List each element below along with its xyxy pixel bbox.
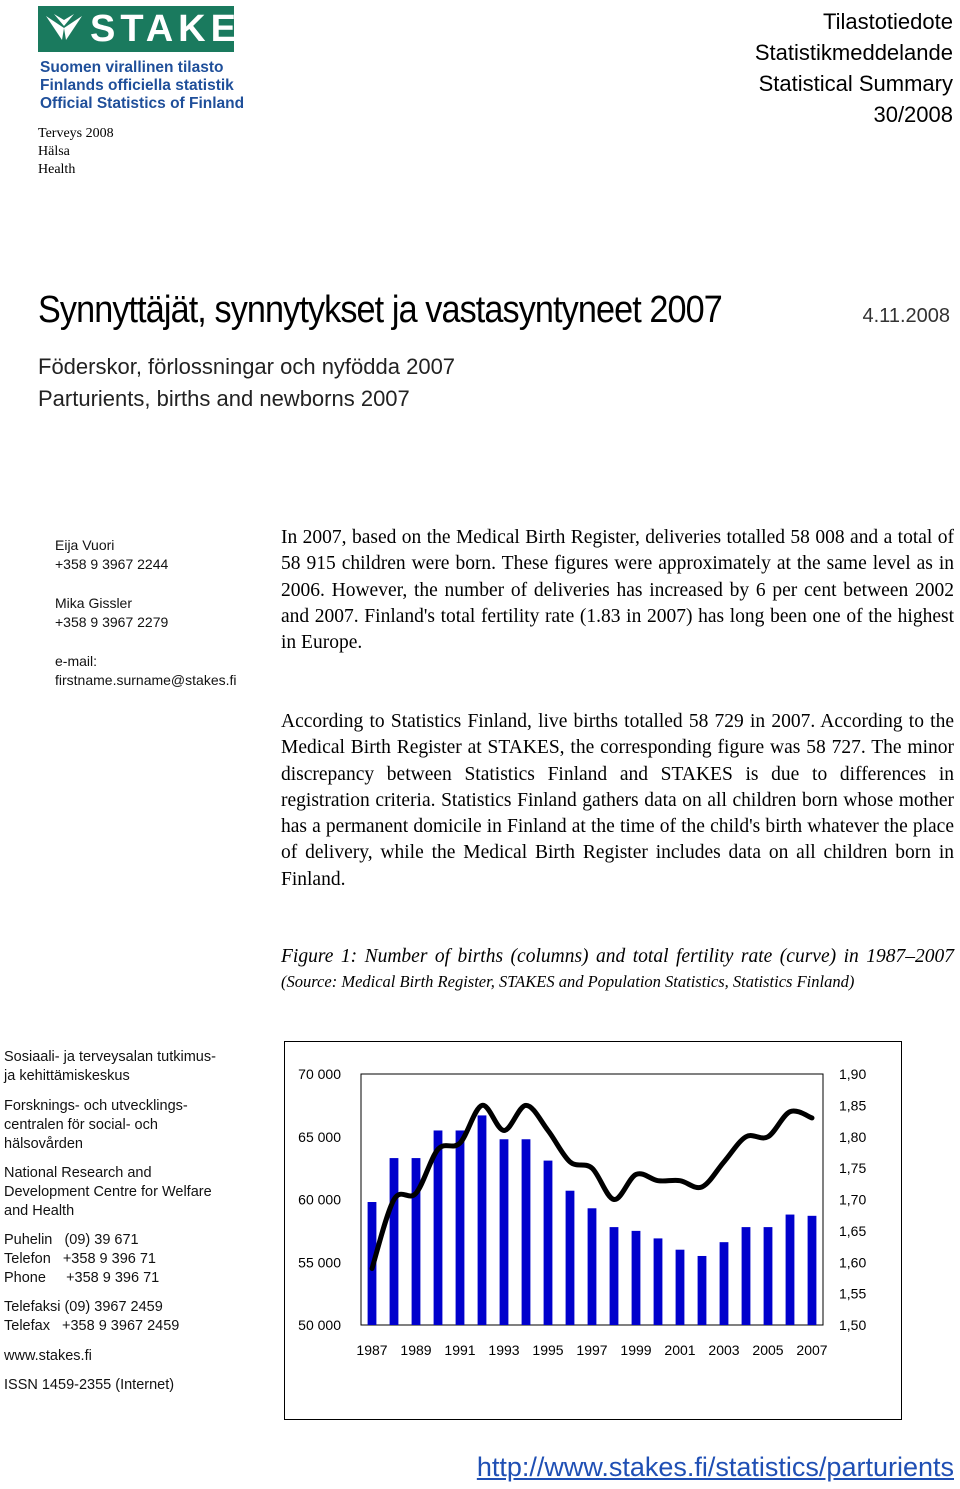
bar-1995 — [544, 1161, 553, 1325]
logo-wordmark: STAKES — [90, 8, 272, 50]
publication-type-sv: Statistikmeddelande — [754, 40, 953, 65]
bar-1998 — [610, 1227, 619, 1325]
bar-1993 — [500, 1139, 509, 1325]
publication-type-fi: Tilastotiedote — [822, 9, 953, 34]
bar-2004 — [742, 1227, 751, 1325]
subtitle-sv: Föderskor, förlossningar och nyfödda 2007 — [38, 354, 456, 379]
x-tick-label-1987: 1987 — [356, 1342, 388, 1358]
y-right-tick-label: 1,80 — [839, 1128, 867, 1145]
bar-2002 — [698, 1256, 707, 1325]
y-right-tick-label: 1,50 — [839, 1317, 867, 1333]
category-en: Health — [38, 162, 76, 177]
phone-fi: Puhelin (09) 39 671 — [4, 1232, 139, 1248]
x-tick-label-1997: 1997 — [576, 1342, 608, 1358]
y-right-tick-label: 1,55 — [839, 1285, 867, 1302]
bar-1994 — [522, 1139, 531, 1325]
contact-name-2: Mika Gissler — [55, 595, 133, 611]
footer-link[interactable]: http://www.stakes.fi/statistics/parturients — [476, 1452, 954, 1482]
logo-band — [38, 6, 272, 52]
y-right-tick-label: 1,60 — [839, 1254, 867, 1271]
bar-1988 — [390, 1158, 399, 1325]
x-tick-label-1991: 1991 — [444, 1342, 476, 1358]
y-left-tick-label: 70 000 — [298, 1066, 341, 1082]
y-left-tick-label: 60 000 — [298, 1191, 341, 1208]
y-right-tick-label: 1,70 — [839, 1191, 867, 1208]
bar-2007 — [808, 1216, 817, 1325]
x-tick-label-1999: 1999 — [620, 1342, 652, 1358]
x-tick-label-1995: 1995 — [532, 1342, 564, 1358]
stakes-logo — [38, 6, 272, 114]
org-fi-line-2: ja kehittämiskeskus — [4, 1068, 130, 1084]
y-right-tick-label: 1,75 — [839, 1160, 867, 1177]
category-sv: Hälsa — [38, 144, 70, 159]
bar-1992 — [478, 1115, 487, 1325]
births-fertility-chart — [284, 1041, 902, 1420]
y-right-tick-label: 1,65 — [839, 1222, 867, 1239]
website-link[interactable]: www.stakes.fi — [4, 1348, 92, 1364]
issn: ISSN 1459-2355 (Internet) — [4, 1377, 175, 1393]
x-tick-label-2007: 2007 — [796, 1342, 828, 1358]
x-tick-label-1993: 1993 — [488, 1342, 520, 1358]
publication-date: 4.11.2008 — [862, 305, 950, 327]
y-right-tick-label: 1,90 — [839, 1066, 867, 1082]
fax-en: Telefax +358 9 3967 2459 — [4, 1318, 180, 1334]
x-tick-label-2001: 2001 — [664, 1342, 696, 1358]
paragraph-2: According to Statistics Finland, live births totalled 58 729 in 2007. According to the Medical Birth Register at STAKES, the corresponding figure was 58 727. The minor discrepancy between Statistics Finland and STAKES is due to differences in registration criteria. Statistics Finland gathers data on all children born whose mother has a permanent domicile in Finland at the time of the child's birth whatever the place of delivery, while the Medical Birth Register includes data on all children born in Finland. — [281, 711, 954, 890]
logo-line-fi: Suomen virallinen tilasto — [40, 59, 224, 76]
org-en-line-2: Development Centre for Welfare — [4, 1184, 212, 1200]
bar-2000 — [654, 1238, 663, 1325]
y-left-tick-label: 50 000 — [298, 1317, 341, 1333]
figure-caption-title: Figure 1: Number of births (columns) and total fertility rate (curve) in 1987–2007 — [281, 946, 954, 967]
bar-1990 — [434, 1130, 443, 1325]
org-sv-line-2: centralen för social- och — [4, 1117, 158, 1133]
email-label: e-mail: — [55, 653, 98, 669]
y-left-tick-label: 55 000 — [298, 1254, 341, 1271]
logo-line-sv: Finlands officiella statistik — [40, 77, 234, 94]
category-fi: Terveys 2008 — [38, 126, 114, 141]
y-left-tick-label: 65 000 — [298, 1128, 341, 1145]
phone-sv: Telefon +358 9 396 71 — [4, 1251, 156, 1267]
bar-2001 — [676, 1250, 685, 1325]
x-tick-label-2005: 2005 — [752, 1342, 784, 1358]
chart-canvas — [285, 1042, 901, 1419]
page-title: Synnyttäjät, synnytykset ja vastasyntyneet 2007 — [38, 289, 722, 331]
email-address[interactable]: firstname.surname@stakes.fi — [55, 672, 237, 688]
y-right-tick-label: 1,85 — [839, 1097, 867, 1114]
bar-1999 — [632, 1231, 641, 1325]
phone-en: Phone +358 9 396 71 — [4, 1270, 160, 1286]
bar-1991 — [456, 1130, 465, 1325]
bar-2003 — [720, 1242, 729, 1325]
org-en-line-1: National Research and — [4, 1165, 152, 1181]
fax-fi: Telefaksi (09) 3967 2459 — [4, 1299, 163, 1315]
figure-caption-source: (Source: Medical Birth Register, STAKES and Population Statistics, Statistics Finland) — [281, 972, 855, 991]
figure-caption — [281, 944, 954, 994]
contact-phone-1: +358 9 3967 2244 — [55, 556, 169, 572]
publication-number: 30/2008 — [873, 102, 953, 127]
bar-1997 — [588, 1208, 597, 1325]
logo-line-en: Official Statistics of Finland — [40, 95, 245, 112]
x-tick-label-1989: 1989 — [400, 1342, 432, 1358]
contact-phone-2: +358 9 3967 2279 — [55, 614, 169, 630]
org-en-line-3: and Health — [4, 1203, 75, 1219]
contact-name-1: Eija Vuori — [55, 537, 115, 553]
bar-2005 — [764, 1227, 773, 1325]
bar-2006 — [786, 1215, 795, 1325]
bird-icon — [42, 10, 86, 50]
org-sv-line-3: hälsovården — [4, 1136, 83, 1152]
subtitle-en: Parturients, births and newborns 2007 — [38, 386, 410, 411]
org-fi-line-1: Sosiaali- ja terveysalan tutkimus- — [4, 1049, 216, 1065]
publication-type-en: Statistical Summary — [758, 71, 953, 96]
org-sv-line-1: Forsknings- och utvecklings- — [4, 1098, 188, 1114]
paragraph-1: In 2007, based on the Medical Birth Register, deliveries totalled 58 008 and a total of 58 915 children were born. These figures were approximately at the same level as in 2006. However, the number of deliveries has increased by 6 per cent between 2002 and 2007. Finland's total fertility rate (1.83 in 2007) has long been one of the highest in Europe. — [281, 527, 954, 654]
bar-1996 — [566, 1191, 575, 1325]
x-tick-label-2003: 2003 — [708, 1342, 740, 1358]
